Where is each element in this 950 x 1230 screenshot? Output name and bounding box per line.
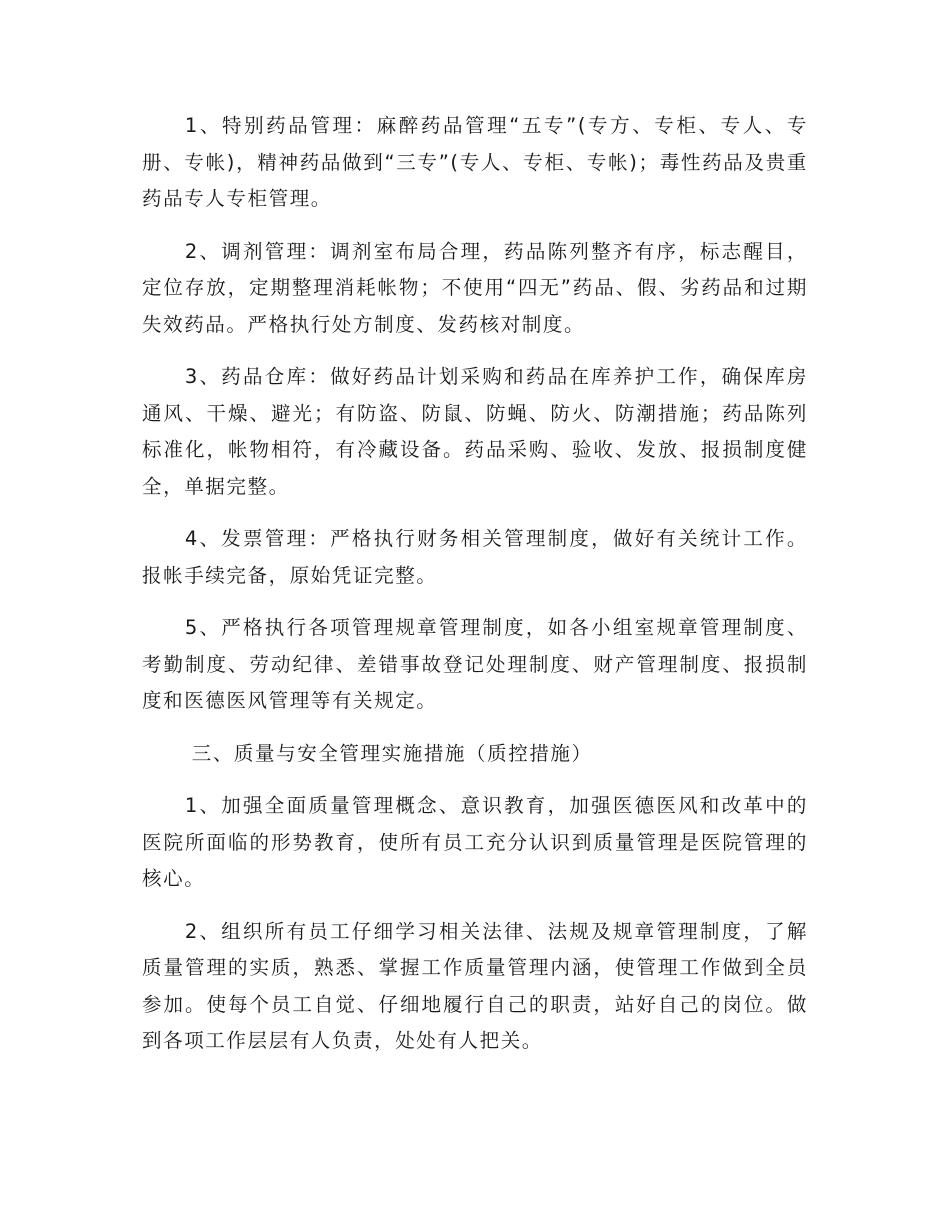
- paragraph-special-drug-management: 1、特别药品管理：麻醉药品管理“五专”(专方、专柜、专人、专册、专帐)，精神药品做到“三专”(专人、专柜、专帐)；毒性药品及贵重药品专人专柜管理。: [142, 114, 808, 210]
- section-heading-quality-safety: 三、质量与安全管理实施措施（质控措施）: [191, 741, 593, 765]
- paragraph-regulations: 5、严格执行各项管理规章管理制度，如各小组室规章管理制度、考勤制度、劳动纪律、差错事故登记处理制度、财产管理制度、报损制度和医德医风管理等有关规定。: [142, 616, 808, 712]
- paragraph-drug-warehouse: 3、药品仓库：做好药品计划采购和药品在库养护工作，确保库房通风、干燥、避光；有防盗、防鼠、防蝇、防火、防潮措施；药品陈列标准化，帐物相符，有冷藏设备。药品采购、验收、发放、报损制度健全，单据完整。: [142, 365, 808, 498]
- paragraph-invoice-management: 4、发票管理：严格执行财务相关管理制度，做好有关统计工作。报帐手续完备，原始凭证完整。: [142, 527, 808, 587]
- document-body: [142, 108, 808, 1076]
- paragraph-dispensing-management: 2、调剂管理：调剂室布局合理，药品陈列整齐有序，标志醒目，定位存放，定期整理消耗帐物；不使用“四无”药品、假、劣药品和过期失效药品。严格执行处方制度、发药核对制度。: [142, 239, 808, 336]
- paragraph-staff-study: 2、组织所有员工仔细学习相关法律、法规及规章管理制度，了解质量管理的实质，熟悉、掌握工作质量管理内涵，使管理工作做到全员参加。使每个员工自觉、仔细地履行自己的职责，站好自己的岗位。做到各项工作层层有人负责，处处有人把关。: [142, 919, 808, 1052]
- paragraph-quality-education: 1、加强全面质量管理概念、意识教育，加强医德医风和改革中的医院所面临的形势教育，使所有员工充分认识到质量管理是医院管理的核心。: [142, 794, 808, 890]
